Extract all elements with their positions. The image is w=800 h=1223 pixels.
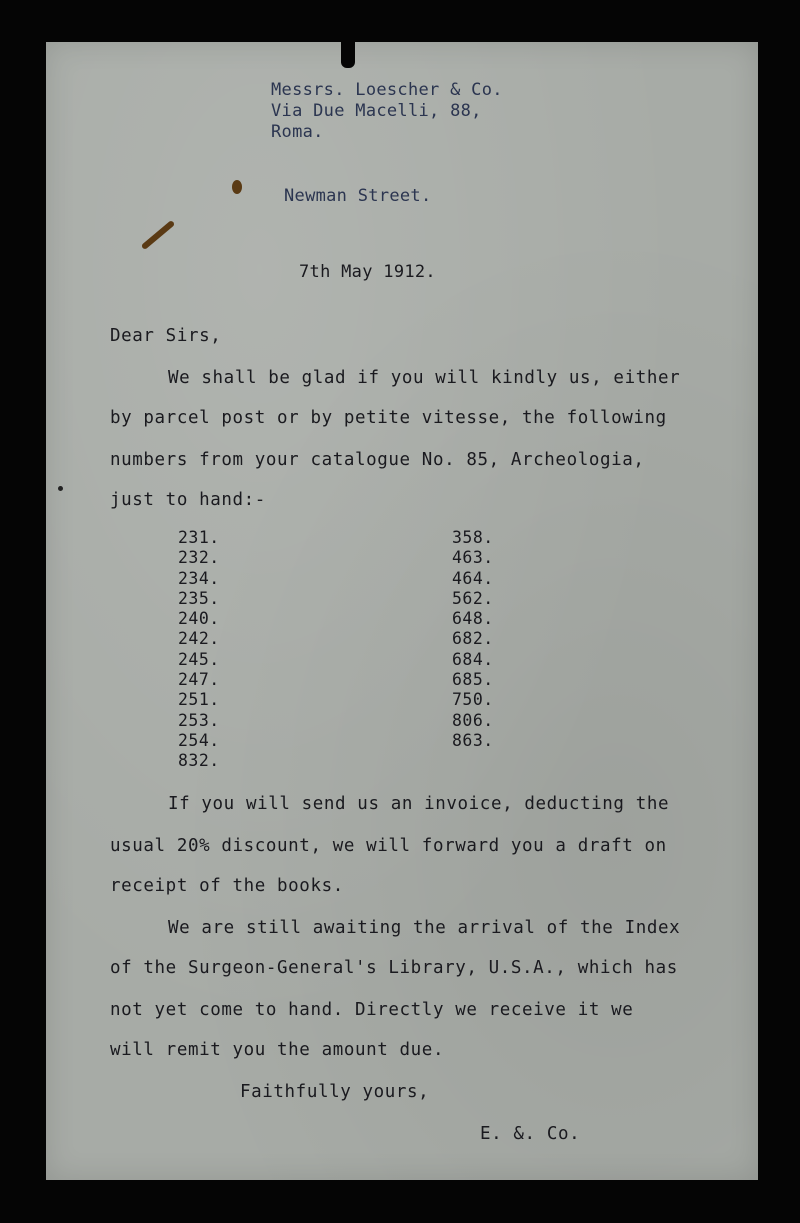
catalogue-number: 253. [178,710,220,730]
catalogue-number: 232. [178,548,220,568]
signature: E. &. Co. [480,1124,581,1144]
catalogue-number: 247. [178,670,220,690]
catalogue-number: 231. [178,528,220,547]
catalogue-number: 240. [178,609,220,629]
paragraph2-line-1: If you will send us an invoice, deducting the [168,794,670,814]
paragraph3-line-1: We are still awaiting the arrival of the Index [168,918,681,938]
paragraph2-line-2: usual 20% discount, we will forward you a draft on [110,836,667,856]
catalogue-number: 750. [452,690,494,710]
catalogue-number: 684. [452,649,494,669]
letter-date: 7th May 1912. [299,262,436,282]
margin-dot [58,486,63,491]
recipient-line-2: Via Due Macelli, 88, [271,101,482,121]
catalogue-number: 358. [452,528,494,547]
catalogue-number: 648. [452,609,494,629]
numbers-right-column [452,528,494,751]
ink-stain [232,180,242,194]
salutation: Dear Sirs, [110,326,222,346]
intro-line-1: We shall be glad if you will kindly us, either [168,368,681,388]
numbers-left-column [178,528,220,772]
catalogue-number: 234. [178,568,220,588]
catalogue-number: 806. [452,710,494,730]
catalogue-number: 463. [452,548,494,568]
paragraph2-line-3: receipt of the books. [110,876,344,896]
catalogue-number: 863. [452,730,494,750]
recipient-line-3: Roma. [271,122,324,142]
closing: Faithfully yours, [240,1082,430,1102]
catalogue-number: 562. [452,588,494,608]
catalogue-number: 235. [178,588,220,608]
recipient-line-1: Messrs. Loescher & Co. [271,80,503,100]
paragraph3-line-4: will remit you the amount due. [110,1040,445,1060]
catalogue-number: 682. [452,629,494,649]
catalogue-number: 685. [452,670,494,690]
catalogue-number: 464. [452,568,494,588]
sender-address: Newman Street. [284,186,432,206]
ink-smudge [141,220,175,250]
paragraph3-line-3: not yet come to hand. Directly we receive it we [110,1000,634,1020]
catalogue-number: 242. [178,629,220,649]
paper-tear [341,40,355,68]
paragraph3-line-2: of the Surgeon-General's Library, U.S.A., which has [110,958,678,978]
intro-line-2: by parcel post or by petite vitesse, the following [110,408,667,428]
letter-sheet [46,42,758,1180]
intro-line-4: just to hand:- [110,490,266,510]
catalogue-number: 254. [178,730,220,750]
intro-line-3: numbers from your catalogue No. 85, Archeologia, [110,450,645,470]
catalogue-number: 245. [178,649,220,669]
catalogue-number: 251. [178,690,220,710]
catalogue-number: 832. [178,751,220,771]
